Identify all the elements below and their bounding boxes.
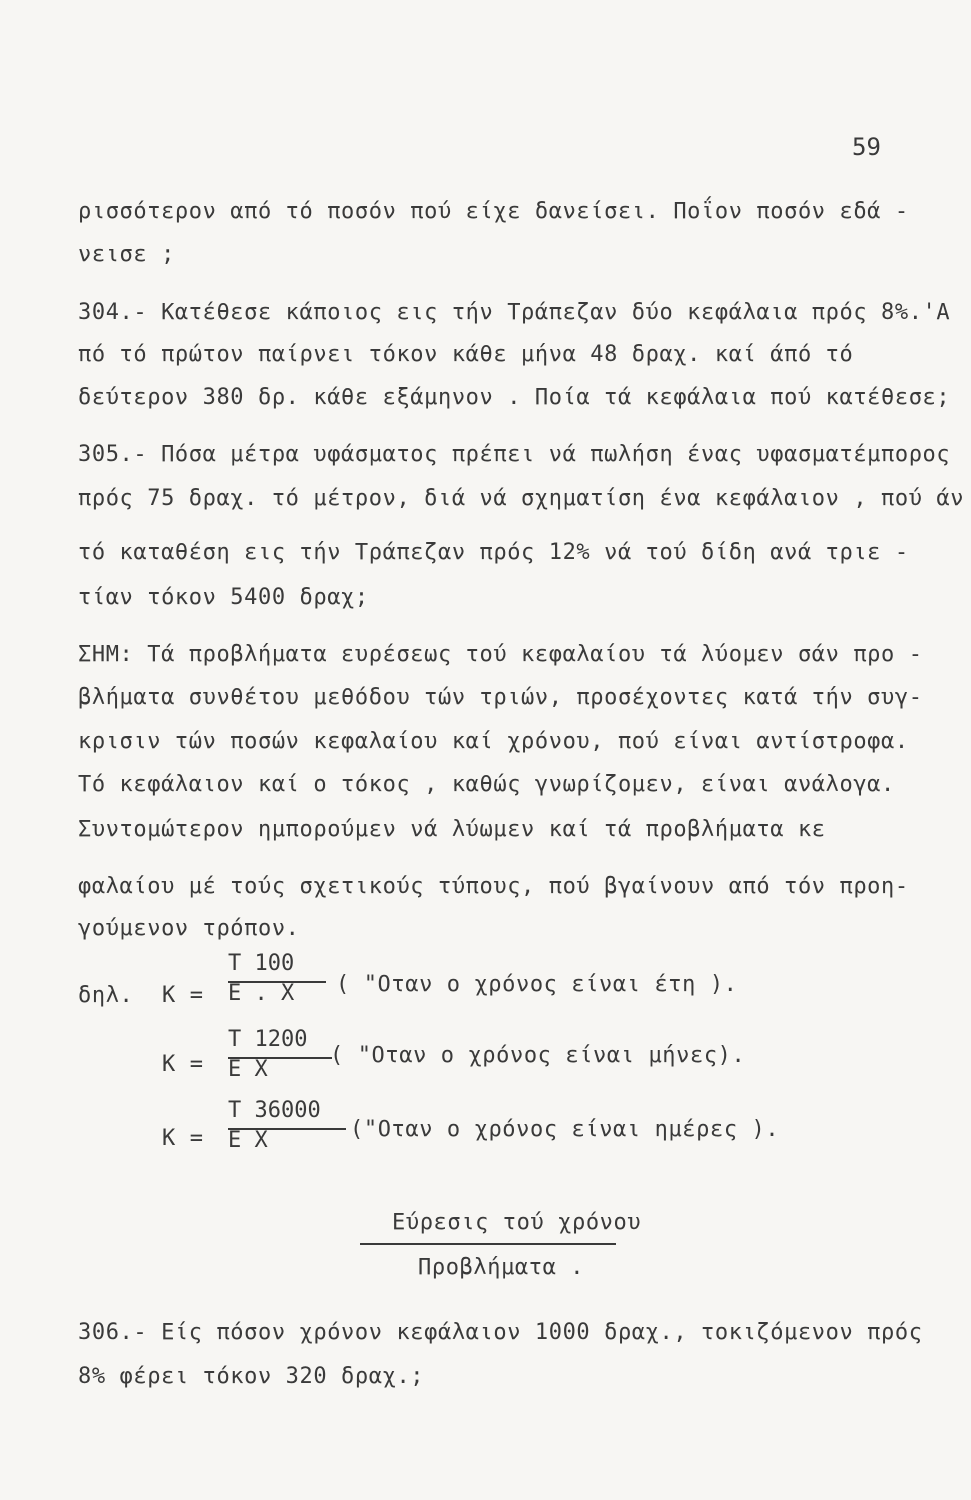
text-line-14: Συντομώτερον ημπορούμεν νά λύωμεν καί τά προβλήματα κε — [78, 817, 826, 842]
text-line-5: δεύτερον 380 δρ. κάθε εξάμηνον . Ποία τά κεφάλαια πού κατέθεσε; — [78, 385, 951, 410]
text-line-2: νεισε ; — [78, 242, 175, 267]
fraction-numerator: T 1200 — [228, 1027, 308, 1052]
text-line-16: γούμενον τρόπον. — [78, 916, 300, 941]
text-line-10: ΣΗΜ: Τά προβλήματα ευρέσεως τού κεφαλαίου τά λύομεν σάν προ - — [78, 642, 923, 667]
text-line-13: Τό κεφάλαιον καί ο τόκος , καθώς γνωρίζομεν, είναι ανάλογα. — [78, 772, 895, 797]
formula-lhs: K = — [162, 1126, 204, 1151]
formula-prefix: δηλ. — [78, 983, 134, 1008]
text-line-3: 304.- Κατέθεσε κάποιος εις τήν Τράπεζαν δύο κεφάλαια πρός 8%.'Α — [78, 300, 951, 325]
text-line-11: βλήματα συνθέτου μεθόδου τών τριών, προσέχοντες κατά τήν συγ- — [78, 685, 923, 710]
fraction-denominator: E X — [228, 1128, 268, 1153]
formula-note: ( "Οταν ο χρόνος είναι έτη ). — [336, 972, 738, 997]
text-line-8: τό καταθέση εις τήν Τράπεζαν πρός 12% νά τού δίδη ανά τριε - — [78, 540, 909, 565]
fraction-denominator: E . X — [228, 981, 295, 1006]
text-line-15: φαλαίου μέ τούς σχετικούς τύπους, πού βγαίνουν από τόν προη- — [78, 874, 909, 899]
text-line-6: 305.- Πόσα μέτρα υφάσματος πρέπει νά πωλήση ένας υφασματέμπορος — [78, 442, 951, 467]
formula-note: ("Οταν ο χρόνος είναι ημέρες ). — [350, 1117, 780, 1142]
page-number: 59 — [852, 133, 881, 161]
fraction-numerator: T 36000 — [228, 1098, 321, 1123]
formula-lhs: K = — [162, 983, 204, 1008]
text-line-7: πρός 75 δραχ. τό μέτρον, διά νά σχηματίση ένα κεφάλαιον , πού άν — [78, 486, 965, 511]
text-line-4: πό τό πρώτον παίρνει τόκον κάθε μήνα 48 δραχ. καί άπό τό — [78, 342, 854, 367]
text-line-306-a: 306.- Είς πόσον χρόνον κεφάλαιον 1000 δραχ., τοκιζόμενον πρός — [78, 1320, 923, 1345]
text-line-9: τίαν τόκον 5400 δραχ; — [78, 585, 369, 610]
section-title-underline — [360, 1243, 616, 1245]
fraction-numerator: T 100 — [228, 951, 295, 976]
text-line-306-b: 8% φέρει τόκον 320 δραχ.; — [78, 1364, 425, 1389]
fraction-denominator: E X — [228, 1057, 268, 1082]
section-subtitle: Προβλήματα . — [418, 1255, 585, 1280]
section-title: Εύρεσις τού χρόνου — [392, 1210, 642, 1235]
formula-lhs: K = — [162, 1052, 204, 1077]
text-line-1: ρισσότερον από τό ποσόν πού είχε δανείσει. Ποΐον ποσόν εδά - — [78, 199, 909, 224]
text-line-12: κρισιν τών ποσών κεφαλαίου καί χρόνου, πού είναι αντίστροφα. — [78, 729, 909, 754]
formula-note: ( "Οταν ο χρόνος είναι μήνες). — [330, 1043, 746, 1068]
